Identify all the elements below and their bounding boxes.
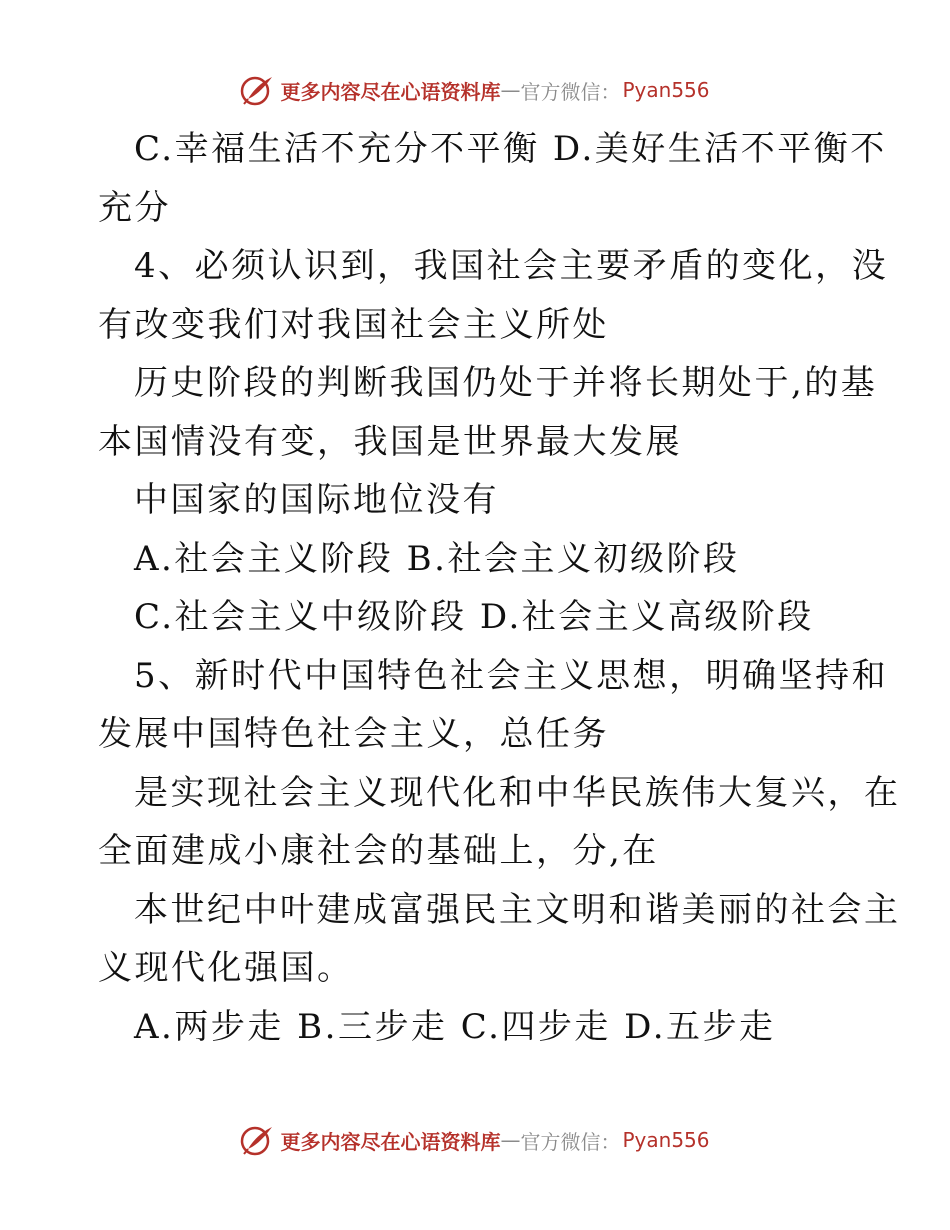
banner-title: 更多内容尽在心语资料库 bbox=[280, 79, 501, 104]
banner-title: 更多内容尽在心语资料库 bbox=[280, 1129, 501, 1154]
banner-label: 官方微信： bbox=[520, 79, 621, 104]
banner-wechat-id: Pyan556 bbox=[622, 1128, 710, 1152]
text-line: C.社会主义中级阶段 D.社会主义高级阶段 bbox=[134, 597, 814, 637]
banner-wechat-id: Pyan556 bbox=[622, 78, 710, 102]
feather-quill-logo-icon bbox=[240, 1123, 274, 1157]
text-line: 是实现社会主义现代化和中华民族伟大复兴，在 bbox=[134, 772, 901, 813]
banner-dash: — bbox=[500, 1128, 521, 1152]
text-line: A.两步走 B.三步走 C.四步走 D.五步走 bbox=[134, 1006, 776, 1047]
feather-quill-logo-icon bbox=[240, 73, 274, 107]
header-banner bbox=[0, 70, 950, 110]
text-line: A.社会主义阶段 B.社会主义初级阶段 bbox=[134, 538, 740, 579]
text-line: 充分 bbox=[98, 187, 171, 228]
text-line: 全面建成小康社会的基础上，分,在 bbox=[98, 831, 659, 871]
text-line: 中国家的国际地位没有 bbox=[134, 480, 499, 520]
text-line: 发展中国特色社会主义，总任务 bbox=[98, 714, 609, 754]
text-line: 有改变我们对我国社会主义所处 bbox=[98, 304, 609, 345]
text-line: 本国情没有变，我国是世界最大发展 bbox=[98, 421, 682, 462]
text-line: 历史阶段的判断我国仍处于并将长期处于,的基 bbox=[134, 363, 878, 403]
banner-dash: — bbox=[500, 78, 521, 102]
footer-banner bbox=[0, 1120, 950, 1160]
text-line: C.幸福生活不充分不平衡 D.美好生活不平衡不 bbox=[134, 129, 887, 169]
document-body bbox=[98, 120, 901, 1056]
banner-label: 官方微信： bbox=[520, 1129, 621, 1154]
text-line: 本世纪中叶建成富强民主文明和谐美丽的社会主 bbox=[134, 889, 901, 930]
text-line: 4、必须认识到，我国社会主要矛盾的变化，没 bbox=[134, 246, 889, 286]
text-line: 义现代化强国。 bbox=[98, 948, 354, 988]
text-line: 5、新时代中国特色社会主义思想，明确坚持和 bbox=[134, 655, 889, 696]
